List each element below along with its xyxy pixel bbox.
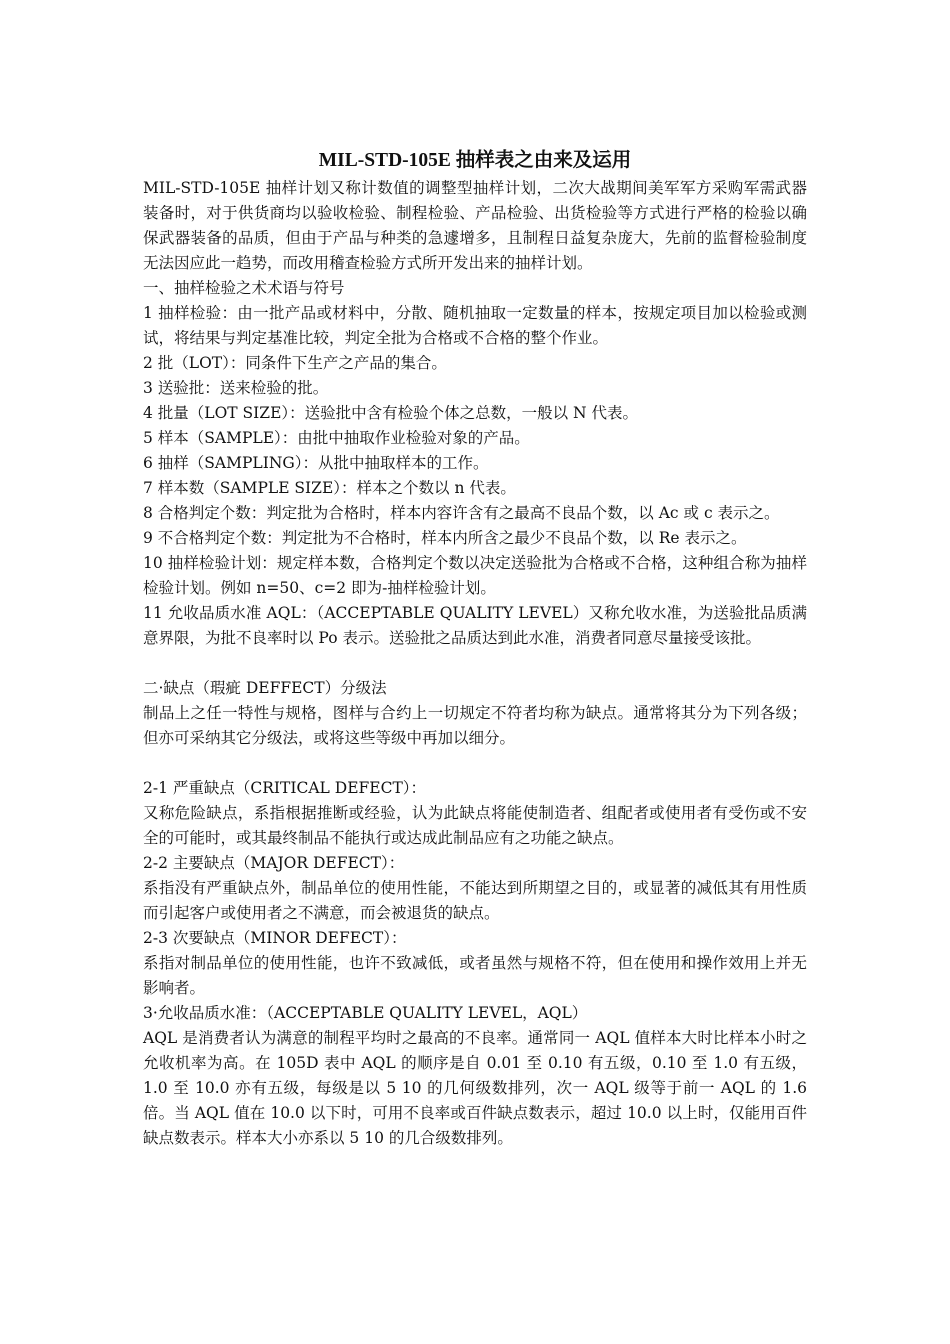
paragraph-aql: AQL 是消费者认为满意的制程平均时之最高的不良率。通常同一 AQL 值样本大时比样本小时之允收机率为高。在 105D 表中 AQL 的顺序是自 0.01 至 0.10 有五级，0.10 至 1.0 有五级，1.0 至 10.0 亦有五级，每级是以 5 10 的几何级数排列，次一 AQL 级等于前一 AQL 的 1.6 倍。当 AQL 值在 10.0 以下时，可用不良率或百件缺点数表示，超过 10.0 以上时，仅能用百件缺点数表示。样本大小亦系以 5 10 的几合级数排列。 (143, 1029, 807, 1147)
document-body (143, 146, 807, 1151)
heading-major-defect: 2-2 主要缺点（MAJOR DEFECT）： (143, 854, 405, 872)
heading-critical-defect: 2-1 严重缺点（CRITICAL DEFECT）： (143, 779, 427, 797)
paragraph-intro: MIL-STD-105E 抽样计划又称计数值的调整型抽样计划，二次大战期间美军军方采购军需武器装备时，对于供货商均以验收检验、制程检验、产品检验、出货检验等方式进行严格的检验以确保武器装备的品质，但由于产品与种类的急遽增多，且制程日益复杂庞大，先前的监督检验制度无法因应此一趋势，而改用稽查检验方式所开发出来的抽样计划。 (143, 179, 807, 272)
blank-line (143, 751, 807, 776)
term-inspection-lot: 3 送验批：送来检验的批。 (143, 379, 329, 397)
paragraph-minor-defect: 系指对制品单位的使用性能，也许不致减低，或者虽然与规格不符，但在使用和操作效用上并无影响者。 (143, 954, 807, 997)
term-sample: 5 样本（SAMPLE）：由批中抽取作业检验对象的产品。 (143, 429, 530, 447)
term-acceptance-number: 8 合格判定个数：判定批为合格时，样本内容许含有之最高不良品个数，以 Ac 或 c 表示之。 (143, 504, 780, 522)
blank-line (143, 651, 807, 676)
term-sampling-plan: 10 抽样检验计划：规定样本数，合格判定个数以决定送验批为合格或不合格，这种组合称为抽样检验计划。例如 n=50、c=2 即为-抽样检验计划。 (143, 554, 807, 597)
heading-aql: 3·允收品质水准：（ACCEPTABLE QUALITY LEVEL，AQL） (143, 1004, 588, 1022)
document-title: MIL-STD-105E 抽样表之由来及运用 (318, 150, 632, 171)
term-lot: 2 批（LOT）：同条件下生产之产品的集合。 (143, 354, 447, 372)
term-lot-size: 4 批量（LOT SIZE）：送验批中含有检验个体之总数，一般以 N 代表。 (143, 404, 639, 422)
section-heading-terms: 一、抽样检验之术术语与符号 (143, 279, 345, 297)
paragraph-defects-intro: 制品上之任一特性与规格，图样与合约上一切规定不符者均称为缺点。通常将其分为下列各级；但亦可采纳其它分级法，或将这些等级中再加以细分。 (143, 704, 807, 747)
section-heading-defects: 二·缺点（瑕疵 DEFFECT）分级法 (143, 679, 387, 697)
heading-minor-defect: 2-3 次要缺点（MINOR DEFECT）： (143, 929, 407, 947)
paragraph-major-defect: 系指没有严重缺点外，制品单位的使用性能，不能达到所期望之目的，或显著的减低其有用性质而引起客户或使用者之不满意，而会被退货的缺点。 (143, 879, 807, 922)
term-aql: 11 允收品质水准 AQL：（ACCEPTABLE QUALITY LEVEL）又称允收水准，为送验批品质满意界限，为批不良率时以 Po 表示。送验批之品质达到此水准，消费者同意尽量接受该批。 (143, 604, 807, 647)
paragraph-critical-defect: 又称危险缺点，系指根据推断或经验，认为此缺点将能使制造者、组配者或使用者有受伤或不安全的可能时，或其最终制品不能执行或达成此制品应有之功能之缺点。 (143, 804, 807, 847)
term-sampling-inspection: 1 抽样检验：由一批产品或材料中，分散、随机抽取一定数量的样本，按规定项目加以检验或测试，将结果与判定基准比较，判定全批为合格或不合格的整个作业。 (143, 304, 807, 347)
term-sample-size: 7 样本数（SAMPLE SIZE）：样本之个数以 n 代表。 (143, 479, 516, 497)
term-rejection-number: 9 不合格判定个数：判定批为不合格时，样本内所含之最少不良品个数，以 Re 表示之。 (143, 529, 747, 547)
term-sampling: 6 抽样（SAMPLING）：从批中抽取样本的工作。 (143, 454, 489, 472)
